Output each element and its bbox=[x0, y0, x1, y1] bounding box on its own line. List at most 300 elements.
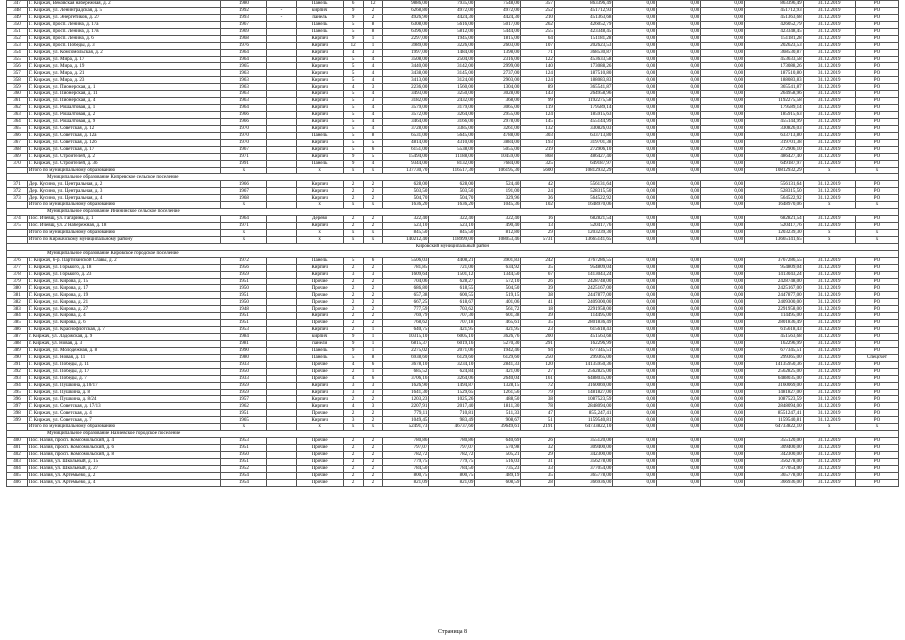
table-cell: 3728,00 bbox=[383, 125, 429, 132]
table-cell: 4424,30 bbox=[475, 14, 521, 21]
table-cell: 1959 bbox=[221, 389, 267, 396]
table-cell: 2603,00 bbox=[475, 42, 521, 49]
table-cell: 908,67 bbox=[475, 417, 521, 424]
table-cell: Г. Киржач, ул. Рошалтовая, д. 1 bbox=[27, 105, 220, 112]
table-row bbox=[7, 56, 899, 63]
table-cell: 677345,51 bbox=[745, 347, 804, 354]
table-cell: 0,00 bbox=[613, 139, 657, 146]
table-cell: Г. Киржач, ул. Советская, д. 4 bbox=[27, 410, 220, 417]
table-cell bbox=[267, 438, 296, 445]
table-row bbox=[7, 49, 899, 56]
table-cell: 31.12.2019 bbox=[803, 146, 855, 153]
table-cell: Г. Киржач, ул. Пушкина, д. 8/24 bbox=[27, 396, 220, 403]
table-cell: РО bbox=[855, 7, 898, 14]
table-cell: Г. Киржач, ул. Строителей, д. 2 bbox=[27, 153, 220, 160]
table-cell: Прочие bbox=[296, 368, 343, 375]
table-cell: 0,00 bbox=[701, 313, 745, 320]
table-cell: 5 bbox=[343, 354, 363, 361]
table-cell: 31.12.2019 bbox=[803, 105, 855, 112]
table-cell: 0,00 bbox=[613, 28, 657, 35]
table-cell: 38 bbox=[521, 396, 554, 403]
table-cell: 358 bbox=[7, 77, 28, 84]
table-row bbox=[7, 271, 899, 278]
table-cell: 4 bbox=[363, 118, 383, 125]
table-cell: 421,95 bbox=[475, 327, 521, 334]
table-cell: 1933 bbox=[221, 375, 267, 382]
table-cell: Г. Киржач, ул. Советская, д. 12 bbox=[27, 125, 220, 132]
table-cell: 0,00 bbox=[701, 84, 745, 91]
table-cell: 465,61 bbox=[475, 320, 521, 327]
table-cell: 2 bbox=[343, 285, 363, 292]
table-cell: 511,33 bbox=[475, 410, 521, 417]
table-cell: 3 bbox=[363, 389, 383, 396]
table-cell: 309400,00 bbox=[554, 445, 613, 452]
table-cell: 116517,30 bbox=[429, 167, 475, 174]
table-cell: 0,00 bbox=[613, 382, 657, 389]
table-cell: 564522,92 bbox=[554, 195, 613, 202]
table-cell: 363 bbox=[7, 112, 28, 119]
table-cell: x bbox=[363, 202, 383, 209]
table-cell: 398 bbox=[7, 410, 28, 417]
table-cell: 451712,93 bbox=[745, 7, 804, 14]
table-cell bbox=[267, 451, 296, 458]
table-cell: Г. Киржач, ул. Новая, д. 11 bbox=[27, 354, 220, 361]
table-row bbox=[7, 382, 899, 389]
table-cell: 633713,80 bbox=[745, 132, 804, 139]
table-cell: 5 bbox=[343, 139, 363, 146]
table-cell: 2 bbox=[363, 417, 383, 424]
table-cell: 219 bbox=[521, 146, 554, 153]
table-cell: 52491,73 bbox=[383, 424, 429, 431]
table-cell: Прочие bbox=[296, 479, 343, 486]
table-cell: Г. Киржач, ул. Горького, д. 18 bbox=[27, 264, 220, 271]
table-cell: 31.12.2019 bbox=[803, 417, 855, 424]
table-cell: 31.12.2019 bbox=[803, 354, 855, 361]
table-cell: Кирпич bbox=[296, 63, 343, 70]
table-cell: Кирпич bbox=[296, 313, 343, 320]
table-cell: панели bbox=[296, 340, 343, 347]
table-cell: РО bbox=[855, 216, 898, 223]
table-cell bbox=[267, 181, 296, 188]
table-cell: 2 bbox=[343, 327, 363, 334]
table-cell: 2291958,00 bbox=[554, 306, 613, 313]
table-cell: 1304,00 bbox=[475, 84, 521, 91]
table-cell: x bbox=[221, 424, 267, 431]
table-cell: 382 bbox=[7, 299, 28, 306]
table-cell: 3989,00 bbox=[383, 42, 429, 49]
table-cell: 0,00 bbox=[657, 14, 701, 21]
table-cell: 0,00 bbox=[701, 354, 745, 361]
table-cell: 371 bbox=[7, 181, 28, 188]
table-cell: Г. Киржач, ул. Пионерская, д. 4 bbox=[27, 98, 220, 105]
table-cell: 3179,00 bbox=[429, 105, 475, 112]
table-cell: 0,00 bbox=[613, 84, 657, 91]
table-cell: 0,00 bbox=[613, 167, 657, 174]
table-cell: Пос. Назия, ул. Школьный, д. 27 bbox=[27, 465, 220, 472]
table-cell: 347 bbox=[7, 1, 28, 8]
table-cell: 523,10 bbox=[383, 223, 429, 230]
table-cell: Прочие bbox=[296, 299, 343, 306]
table-cell: 855,247,41 bbox=[554, 410, 613, 417]
table-cell: x bbox=[803, 424, 855, 431]
table-cell: Итого по Киржачскому муниципальному району bbox=[27, 236, 220, 243]
table-cell: 107 bbox=[521, 42, 554, 49]
table-cell bbox=[267, 28, 296, 35]
table-cell: 615618,43 bbox=[745, 327, 804, 334]
table-cell bbox=[267, 334, 296, 341]
table-cell: 2428748,00 bbox=[554, 278, 613, 285]
table-cell: 486427,40 bbox=[745, 153, 804, 160]
table-cell: 0,00 bbox=[613, 257, 657, 264]
table-row bbox=[7, 195, 899, 202]
table-cell: 31.12.2019 bbox=[803, 403, 855, 410]
table-cell: 322,40 bbox=[383, 216, 429, 223]
table-cell: 1951 bbox=[221, 313, 267, 320]
table-cell: 3 bbox=[343, 271, 363, 278]
table-cell: 5 bbox=[343, 125, 363, 132]
table-cell: 0,00 bbox=[701, 292, 745, 299]
table-cell bbox=[267, 98, 296, 105]
table-cell: 2 bbox=[343, 458, 363, 465]
table-cell: 6129,60 bbox=[429, 354, 475, 361]
table-cell: 2 bbox=[343, 181, 363, 188]
table-cell: 0,00 bbox=[613, 118, 657, 125]
table-cell: 11188,00 bbox=[429, 153, 475, 160]
table-cell: 0,00 bbox=[701, 375, 745, 382]
table-cell: 31.12.2019 bbox=[803, 451, 855, 458]
table-cell: 1087523,59 bbox=[554, 396, 613, 403]
table-cell: 2 bbox=[363, 396, 383, 403]
table-cell: Панель bbox=[296, 21, 343, 28]
table-cell bbox=[267, 63, 296, 70]
table-cell: 2801836,49 bbox=[554, 320, 613, 327]
table-cell: 3508,00 bbox=[383, 56, 429, 63]
table-cell: Кирпич bbox=[296, 125, 343, 132]
table-cell: 556131,64 bbox=[745, 181, 804, 188]
table-cell: x bbox=[343, 229, 363, 236]
table-cell: 108053,46 bbox=[475, 236, 521, 243]
table-cell: 5 bbox=[343, 56, 363, 63]
table-cell bbox=[267, 465, 296, 472]
table-cell: 7684,00 bbox=[475, 160, 521, 167]
table-cell: 0,00 bbox=[701, 271, 745, 278]
table-cell: 1970 bbox=[221, 125, 267, 132]
table-cell: 9 bbox=[343, 340, 363, 347]
table-cell: РО bbox=[855, 361, 898, 368]
table-cell: 1950 bbox=[221, 368, 267, 375]
table-row bbox=[7, 396, 899, 403]
table-cell: 1984 bbox=[221, 334, 267, 341]
table-cell: 0,00 bbox=[613, 320, 657, 327]
table-cell: 0,00 bbox=[701, 125, 745, 132]
table-cell: 1951 bbox=[221, 445, 267, 452]
table-cell: 376 bbox=[7, 257, 28, 264]
table-cell bbox=[267, 320, 296, 327]
table-cell: 31.12.2019 bbox=[803, 306, 855, 313]
table-cell: Итого по муниципальному образованию bbox=[27, 424, 220, 431]
table-cell: Прочие bbox=[296, 285, 343, 292]
table-cell: РО bbox=[855, 278, 898, 285]
table-cell bbox=[267, 403, 296, 410]
table-cell bbox=[267, 167, 296, 174]
table-cell: 682821,54 bbox=[554, 216, 613, 223]
table-cell: 0,00 bbox=[657, 389, 701, 396]
table-cell: 41 bbox=[521, 299, 554, 306]
table-cell: Г. Киржач, ул. Ленинградская, д. 5 bbox=[27, 7, 220, 14]
table-cell: 0,00 bbox=[701, 195, 745, 202]
table-cell: 0,00 bbox=[613, 479, 657, 486]
table-cell bbox=[267, 42, 296, 49]
table-cell: x bbox=[296, 236, 343, 243]
table-cell: 5 bbox=[363, 153, 383, 160]
table-cell: РО bbox=[855, 14, 898, 21]
table-cell: 0,00 bbox=[613, 42, 657, 49]
table-cell: РО bbox=[855, 451, 898, 458]
table-cell: Г. Киржач, ул. Горького, д. 23 bbox=[27, 271, 220, 278]
table-cell: 703,62 bbox=[429, 306, 475, 313]
table-cell: 0,00 bbox=[657, 264, 701, 271]
table-cell: 1964 bbox=[221, 56, 267, 63]
table-cell: 0,00 bbox=[657, 368, 701, 375]
table-cell: 384 bbox=[7, 313, 28, 320]
table-cell: 24 bbox=[521, 188, 554, 195]
table-cell bbox=[267, 49, 296, 56]
table-cell: РО bbox=[855, 91, 898, 98]
table-cell: 779,75 bbox=[383, 458, 429, 465]
table-cell: 394 bbox=[7, 382, 28, 389]
table-cell: 202623,53 bbox=[745, 42, 804, 49]
table-cell: 0,00 bbox=[657, 257, 701, 264]
table-cell: 0,00 bbox=[657, 396, 701, 403]
table-cell: 31.12.2019 bbox=[803, 139, 855, 146]
table-cell: 486427,40 bbox=[554, 153, 613, 160]
table-cell: 372 bbox=[7, 188, 28, 195]
table-cell: 0,00 bbox=[657, 1, 701, 8]
table-cell: 0,00 bbox=[657, 438, 701, 445]
subtotal-row bbox=[7, 229, 899, 236]
table-cell: 29 bbox=[521, 229, 554, 236]
table-cell: 0,00 bbox=[701, 229, 745, 236]
table-cell: 94 bbox=[521, 347, 554, 354]
table-cell: 618,55 bbox=[429, 285, 475, 292]
table-cell: 3 bbox=[363, 98, 383, 105]
table-cell: 375 bbox=[7, 223, 28, 230]
table-cell bbox=[267, 389, 296, 396]
table-cell: 426052,79 bbox=[745, 21, 804, 28]
table-row bbox=[7, 306, 899, 313]
table-cell: 13665141,65 bbox=[554, 236, 613, 243]
table-cell: Г. Киржач, ул. Комсомольская, д. 2 bbox=[27, 49, 220, 56]
table-cell: x bbox=[855, 229, 898, 236]
table-cell: 0,00 bbox=[613, 112, 657, 119]
table-cell: РО bbox=[855, 389, 898, 396]
table-cell: 5 bbox=[343, 146, 363, 153]
table-row bbox=[7, 445, 899, 452]
table-cell: 1965 bbox=[221, 417, 267, 424]
table-cell: 0,00 bbox=[613, 271, 657, 278]
table-cell: 31.12.2019 bbox=[803, 438, 855, 445]
table-cell: x bbox=[363, 424, 383, 431]
table-cell: РО bbox=[855, 105, 898, 112]
table-cell: 0,00 bbox=[701, 389, 745, 396]
table-cell: Итого по муниципальному образованию bbox=[27, 229, 220, 236]
table-cell: 0,00 bbox=[613, 278, 657, 285]
table-cell: 1648970,06 bbox=[745, 202, 804, 209]
table-cell: 31.12.2019 bbox=[803, 98, 855, 105]
table-cell: 10812932,29 bbox=[554, 167, 613, 174]
table-cell: x bbox=[855, 167, 898, 174]
table-cell: 2207,91 bbox=[383, 403, 429, 410]
table-cell: 395 bbox=[7, 389, 28, 396]
table-cell: 16 bbox=[521, 216, 554, 223]
table-cell: 0,00 bbox=[613, 105, 657, 112]
table-cell: 4 bbox=[343, 84, 363, 91]
table-cell: 35 bbox=[521, 264, 554, 271]
table-cell: 1025,26 bbox=[429, 396, 475, 403]
table-cell: 1948 bbox=[221, 306, 267, 313]
table-cell: РО bbox=[855, 132, 898, 139]
table-cell: 5 bbox=[343, 98, 363, 105]
table-cell: 124 bbox=[521, 77, 554, 84]
table-cell bbox=[267, 327, 296, 334]
table-cell: 2409300,00 bbox=[554, 299, 613, 306]
table-cell: 797,07 bbox=[383, 445, 429, 452]
table-cell: 4 bbox=[363, 77, 383, 84]
table-cell: 404 bbox=[7, 465, 28, 472]
table-cell: 378 bbox=[7, 271, 28, 278]
table-cell: 1950 bbox=[221, 451, 267, 458]
table-cell: 1529,65 bbox=[429, 389, 475, 396]
table-cell: 1494,87 bbox=[429, 382, 475, 389]
table-cell: 1 bbox=[363, 327, 383, 334]
table-cell: 26 bbox=[521, 438, 554, 445]
table-cell: 356278,00 bbox=[554, 458, 613, 465]
table-cell: 1991 bbox=[221, 160, 267, 167]
table-cell: 6268,80 bbox=[383, 7, 429, 14]
table-cell: 0,00 bbox=[613, 216, 657, 223]
table-cell: Кирпич bbox=[296, 77, 343, 84]
table-cell: 6815,37 bbox=[383, 340, 429, 347]
table-cell: 8 bbox=[363, 132, 383, 139]
table-cell: 780,86 bbox=[383, 438, 429, 445]
table-cell: г. Киржач, ул. Новая, д. 3 bbox=[27, 340, 220, 347]
table-cell: 4 bbox=[363, 160, 383, 167]
table-cell: 1049,45 bbox=[383, 417, 429, 424]
table-cell: 191,00 bbox=[475, 188, 521, 195]
table-row bbox=[7, 257, 899, 264]
table-cell: Г. Киржач, ул. Кирова, д. 4 bbox=[27, 313, 220, 320]
table-cell: 3706,16 bbox=[383, 375, 429, 382]
table-cell: 0,00 bbox=[613, 70, 657, 77]
table-cell: 0,00 bbox=[613, 313, 657, 320]
section-header-cell: Муниципальное образование Назиевское городское поселение bbox=[7, 431, 899, 438]
table-cell: 0,00 bbox=[701, 132, 745, 139]
table-cell: 89 bbox=[521, 84, 554, 91]
table-cell: 0,00 bbox=[701, 160, 745, 167]
table-cell: 140212,40 bbox=[383, 236, 429, 243]
table-row bbox=[7, 139, 899, 146]
section-header-row bbox=[7, 431, 899, 438]
table-cell: 0,00 bbox=[657, 202, 701, 209]
table-cell: 4 bbox=[343, 375, 363, 382]
table-cell: 1328,15 bbox=[475, 382, 521, 389]
table-cell: 520417,76 bbox=[745, 223, 804, 230]
table-row bbox=[7, 21, 899, 28]
table-cell: 342300,00 bbox=[554, 451, 613, 458]
table-cell: 0,00 bbox=[657, 84, 701, 91]
table-cell: 0,00 bbox=[701, 285, 745, 292]
table-cell: 3493,00 bbox=[383, 91, 429, 98]
table-cell: 400 bbox=[7, 438, 28, 445]
table-cell: 2425167,00 bbox=[745, 285, 804, 292]
table-cell: 1192275,58 bbox=[745, 98, 804, 105]
table-cell: 0,00 bbox=[657, 56, 701, 63]
table-cell: 31.12.2019 bbox=[803, 118, 855, 125]
table-cell: 3 bbox=[363, 403, 383, 410]
table-cell: 368 bbox=[7, 146, 28, 153]
table-cell: 6 bbox=[363, 361, 383, 368]
table-cell: 350 bbox=[7, 21, 28, 28]
table-cell: Кирпич bbox=[296, 195, 343, 202]
table-cell: 628,00 bbox=[383, 181, 429, 188]
table-cell: 368530,87 bbox=[554, 49, 613, 56]
table-cell: Г. Киржач, ул. Рошалтовая, д. 9 bbox=[27, 118, 220, 125]
table-cell: Г. Киржач, ул. Советская, д. 17 bbox=[27, 146, 220, 153]
table-row bbox=[7, 125, 899, 132]
table-cell: 2 bbox=[343, 472, 363, 479]
table-cell: 5 bbox=[343, 63, 363, 70]
table-cell: 31.12.2019 bbox=[803, 91, 855, 98]
register-table-body bbox=[7, 1, 899, 487]
table-cell: 1159540,81 bbox=[554, 417, 613, 424]
table-cell: 355120,00 bbox=[554, 438, 613, 445]
table-cell: 1954 bbox=[221, 479, 267, 486]
table-cell: 0,00 bbox=[701, 77, 745, 84]
table-cell: 1951 bbox=[221, 458, 267, 465]
table-cell: x bbox=[803, 202, 855, 209]
table-cell: 1 bbox=[363, 340, 383, 347]
table-cell: 0,00 bbox=[701, 118, 745, 125]
table-cell: 354 bbox=[7, 49, 28, 56]
table-cell: 2409300,00 bbox=[745, 299, 804, 306]
table-cell: 27 bbox=[521, 368, 554, 375]
subtotal-row bbox=[7, 202, 899, 209]
table-cell: 0,00 bbox=[701, 479, 745, 486]
table-cell: 242 bbox=[521, 257, 554, 264]
table-cell: 2848094,00 bbox=[745, 403, 804, 410]
table-cell: 0,00 bbox=[701, 417, 745, 424]
table-row bbox=[7, 313, 899, 320]
table-cell: 1203239,30 bbox=[554, 229, 613, 236]
table-cell: 0,00 bbox=[701, 458, 745, 465]
table-cell: 0,00 bbox=[657, 445, 701, 452]
table-cell: 0,00 bbox=[657, 105, 701, 112]
table-cell: 0,00 bbox=[613, 375, 657, 382]
table-cell: 1 bbox=[363, 368, 383, 375]
table-cell: 2 bbox=[363, 306, 383, 313]
table-cell: 4 bbox=[363, 125, 383, 132]
table-cell: Г. Киржач, ул. Энергетиков, д. 27 bbox=[27, 14, 220, 21]
table-cell bbox=[7, 167, 28, 174]
table-cell: 2 bbox=[343, 292, 363, 299]
table-cell: 0,00 bbox=[657, 306, 701, 313]
table-cell: 0,00 bbox=[657, 278, 701, 285]
table-cell: 1413043,24 bbox=[554, 271, 613, 278]
table-cell: 9 bbox=[343, 35, 363, 42]
table-cell: 4 bbox=[363, 70, 383, 77]
table-cell: Кирпич bbox=[296, 49, 343, 56]
table-cell bbox=[267, 229, 296, 236]
